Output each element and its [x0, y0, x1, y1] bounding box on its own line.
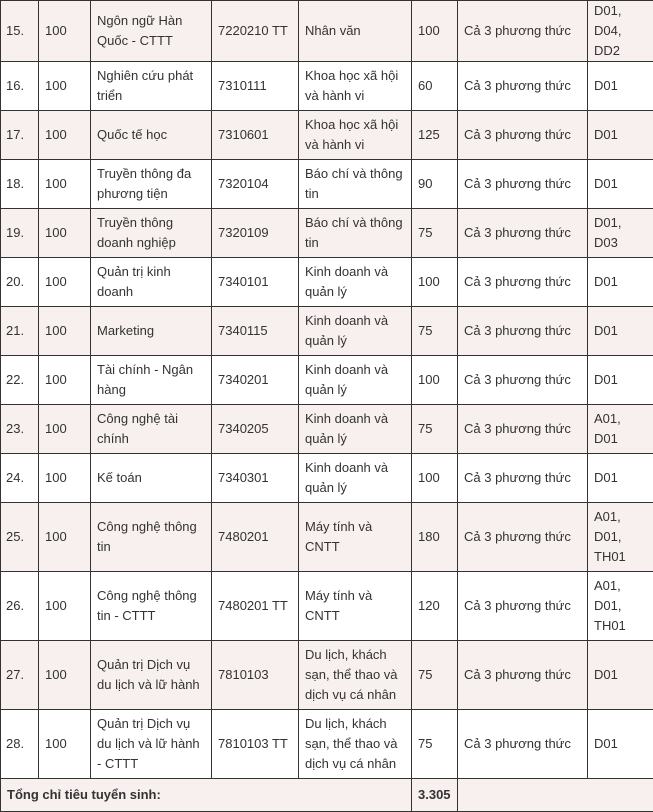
cell-field-group: Kinh doanh và quản lý [299, 307, 412, 356]
cell-program-code: 7810103 TT [212, 710, 299, 779]
cell-row-number: 15. [1, 1, 39, 62]
total-value: 3.305 [412, 779, 458, 812]
cell-program-name: Công nghệ thông tin - CTTT [91, 572, 212, 641]
cell-subject-combination: D01, D03 [588, 209, 653, 258]
cell-program-code: 7480201 [212, 503, 299, 572]
cell-program-name: Quản trị Dịch vụ du lịch và lữ hành - CTTT [91, 710, 212, 779]
table-row [1, 572, 653, 641]
cell-quota: 75 [412, 307, 458, 356]
cell-subject-combination: D01 [588, 454, 653, 503]
table-row [1, 62, 653, 111]
cell-row-value: 100 [39, 111, 91, 160]
cell-admission-method: Cả 3 phương thức [458, 503, 588, 572]
cell-program-code: 7310111 [212, 62, 299, 111]
cell-quota: 180 [412, 503, 458, 572]
cell-program-name: Kế toán [91, 454, 212, 503]
cell-program-name: Quản trị kinh doanh [91, 258, 212, 307]
cell-row-value: 100 [39, 641, 91, 710]
cell-subject-combination: D01 [588, 710, 653, 779]
cell-admission-method: Cả 3 phương thức [458, 710, 588, 779]
cell-field-group: Du lịch, khách sạn, thể thao và dịch vụ cá nhân [299, 710, 412, 779]
cell-row-number: 22. [1, 356, 39, 405]
cell-quota: 75 [412, 641, 458, 710]
cell-row-number: 21. [1, 307, 39, 356]
cell-subject-combination: D01 [588, 111, 653, 160]
cell-program-name: Công nghệ tài chính [91, 405, 212, 454]
cell-program-code: 7340205 [212, 405, 299, 454]
cell-row-number: 24. [1, 454, 39, 503]
cell-quota: 75 [412, 710, 458, 779]
cell-admission-method: Cả 3 phương thức [458, 641, 588, 710]
cell-program-code: 7340115 [212, 307, 299, 356]
cell-field-group: Khoa học xã hội và hành vi [299, 62, 412, 111]
cell-row-value: 100 [39, 454, 91, 503]
cell-program-name: Ngôn ngữ Hàn Quốc - CTTT [91, 1, 212, 62]
cell-program-code: 7340201 [212, 356, 299, 405]
cell-program-name: Tài chính - Ngân hàng [91, 356, 212, 405]
cell-program-code: 7340101 [212, 258, 299, 307]
cell-field-group: Nhân văn [299, 1, 412, 62]
cell-row-value: 100 [39, 160, 91, 209]
cell-field-group: Kinh doanh và quản lý [299, 454, 412, 503]
cell-row-value: 100 [39, 1, 91, 62]
cell-field-group: Du lịch, khách sạn, thể thao và dịch vụ cá nhân [299, 641, 412, 710]
cell-row-number: 25. [1, 503, 39, 572]
cell-subject-combination: D01 [588, 160, 653, 209]
cell-admission-method: Cả 3 phương thức [458, 1, 588, 62]
cell-quota: 100 [412, 356, 458, 405]
cell-quota: 100 [412, 258, 458, 307]
cell-program-code: 7480201 TT [212, 572, 299, 641]
cell-quota: 120 [412, 572, 458, 641]
cell-row-number: 20. [1, 258, 39, 307]
table-row [1, 356, 653, 405]
cell-field-group: Báo chí và thông tin [299, 160, 412, 209]
table-row [1, 258, 653, 307]
cell-program-name: Công nghệ thông tin [91, 503, 212, 572]
table-row [1, 454, 653, 503]
cell-program-name: Quốc tế học [91, 111, 212, 160]
table-row [1, 209, 653, 258]
cell-program-name: Truyền thông đa phương tiện [91, 160, 212, 209]
cell-admission-method: Cả 3 phương thức [458, 209, 588, 258]
cell-program-code: 7320104 [212, 160, 299, 209]
table-row [1, 111, 653, 160]
cell-subject-combination: A01, D01, TH01 [588, 572, 653, 641]
cell-row-number: 19. [1, 209, 39, 258]
table-row [1, 1, 653, 62]
cell-subject-combination: D01 [588, 356, 653, 405]
cell-subject-combination: D01 [588, 62, 653, 111]
total-empty-cell [458, 779, 653, 812]
cell-subject-combination: D01 [588, 258, 653, 307]
cell-field-group: Khoa học xã hội và hành vi [299, 111, 412, 160]
total-label: Tổng chỉ tiêu tuyển sinh: [1, 779, 412, 812]
cell-row-number: 23. [1, 405, 39, 454]
cell-admission-method: Cả 3 phương thức [458, 160, 588, 209]
cell-admission-method: Cả 3 phương thức [458, 356, 588, 405]
cell-field-group: Báo chí và thông tin [299, 209, 412, 258]
cell-field-group: Máy tính và CNTT [299, 572, 412, 641]
cell-row-value: 100 [39, 572, 91, 641]
cell-program-name: Marketing [91, 307, 212, 356]
cell-row-number: 17. [1, 111, 39, 160]
table-row [1, 710, 653, 779]
cell-row-value: 100 [39, 405, 91, 454]
cell-quota: 75 [412, 209, 458, 258]
cell-admission-method: Cả 3 phương thức [458, 258, 588, 307]
cell-program-code: 7220210 TT [212, 1, 299, 62]
cell-program-code: 7320109 [212, 209, 299, 258]
cell-row-number: 26. [1, 572, 39, 641]
cell-row-value: 100 [39, 209, 91, 258]
cell-subject-combination: D01, D04, DD2 [588, 1, 653, 62]
cell-row-value: 100 [39, 258, 91, 307]
table-body [1, 1, 653, 779]
cell-field-group: Máy tính và CNTT [299, 503, 412, 572]
cell-quota: 100 [412, 454, 458, 503]
total-row [1, 779, 653, 812]
cell-program-code: 7340301 [212, 454, 299, 503]
cell-quota: 90 [412, 160, 458, 209]
table-row [1, 641, 653, 710]
table-row [1, 160, 653, 209]
cell-program-name: Truyền thông doanh nghiệp [91, 209, 212, 258]
cell-row-number: 16. [1, 62, 39, 111]
table-row [1, 307, 653, 356]
cell-row-value: 100 [39, 62, 91, 111]
cell-field-group: Kinh doanh và quản lý [299, 405, 412, 454]
cell-row-number: 27. [1, 641, 39, 710]
cell-subject-combination: A01, D01 [588, 405, 653, 454]
cell-row-value: 100 [39, 710, 91, 779]
cell-row-value: 100 [39, 503, 91, 572]
cell-admission-method: Cả 3 phương thức [458, 454, 588, 503]
table-row [1, 405, 653, 454]
cell-program-name: Quản trị Dịch vụ du lịch và lữ hành [91, 641, 212, 710]
table-row [1, 503, 653, 572]
cell-admission-method: Cả 3 phương thức [458, 307, 588, 356]
cell-program-name: Nghiên cứu phát triển [91, 62, 212, 111]
cell-row-value: 100 [39, 356, 91, 405]
cell-subject-combination: D01 [588, 307, 653, 356]
cell-row-value: 100 [39, 307, 91, 356]
cell-subject-combination: A01, D01, TH01 [588, 503, 653, 572]
cell-admission-method: Cả 3 phương thức [458, 405, 588, 454]
cell-field-group: Kinh doanh và quản lý [299, 258, 412, 307]
cell-admission-method: Cả 3 phương thức [458, 572, 588, 641]
cell-admission-method: Cả 3 phương thức [458, 111, 588, 160]
cell-row-number: 18. [1, 160, 39, 209]
cell-quota: 60 [412, 62, 458, 111]
cell-row-number: 28. [1, 710, 39, 779]
cell-program-code: 7310601 [212, 111, 299, 160]
cell-field-group: Kinh doanh và quản lý [299, 356, 412, 405]
cell-quota: 75 [412, 405, 458, 454]
cell-quota: 125 [412, 111, 458, 160]
cell-subject-combination: D01 [588, 641, 653, 710]
cell-program-code: 7810103 [212, 641, 299, 710]
cell-quota: 100 [412, 1, 458, 62]
cell-admission-method: Cả 3 phương thức [458, 62, 588, 111]
